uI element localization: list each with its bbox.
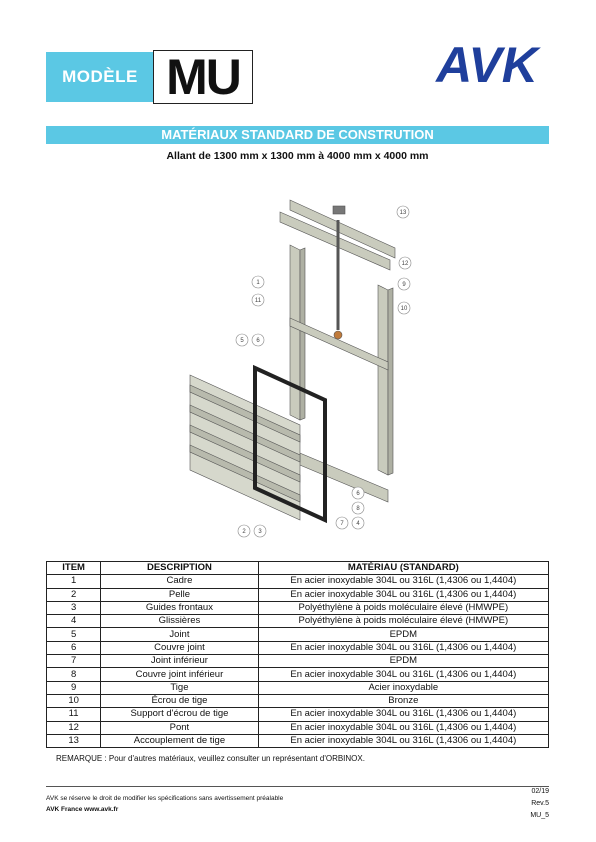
svg-text:9: 9 [402, 282, 406, 288]
header-material: MATÉRIAU (STANDARD) [258, 562, 548, 575]
cell-description: Glissières [101, 615, 258, 628]
cell-item: 6 [47, 641, 101, 654]
callout-7 [336, 517, 348, 529]
cell-description: Cadre [101, 575, 258, 588]
stem-nut [334, 331, 342, 339]
logo-text: AVK [436, 38, 538, 93]
remark-note: REMARQUE : Pour d'autres matériaux, veuillez consulter un représentant d'ORBINOX. [56, 754, 365, 763]
svg-text:2: 2 [242, 529, 246, 535]
table-row [47, 668, 549, 681]
cell-item: 5 [47, 628, 101, 641]
table-row [47, 601, 549, 614]
cell-item: 9 [47, 681, 101, 694]
cell-material: En acier inoxydable 304L ou 316L (1,4306 ou 1,4404) [258, 668, 548, 681]
cell-description: Écrou de tige [101, 694, 258, 707]
table-row [47, 694, 549, 707]
svg-text:3: 3 [258, 529, 262, 535]
table-row [47, 681, 549, 694]
cell-material: Acier inoxydable [258, 681, 548, 694]
table-row [47, 734, 549, 747]
callout-11 [252, 294, 264, 306]
footer-website: AVK France www.avk.fr [46, 806, 119, 813]
table-row [47, 588, 549, 601]
stem-coupling [333, 206, 345, 214]
cell-description: Guides frontaux [101, 601, 258, 614]
cell-description: Pelle [101, 588, 258, 601]
footer-revision: Rev.5 [531, 800, 549, 807]
footer-date: 02/19 [531, 788, 549, 795]
callout-3 [254, 525, 266, 537]
cell-item: 2 [47, 588, 101, 601]
avk-logo [428, 38, 546, 94]
svg-text:7: 7 [340, 521, 344, 527]
cell-description: Joint [101, 628, 258, 641]
cell-material: EPDM [258, 655, 548, 668]
callout-9 [398, 278, 410, 290]
cell-item: 4 [47, 615, 101, 628]
cell-item: 10 [47, 694, 101, 707]
callout-6 [252, 334, 264, 346]
callout-4 [352, 517, 364, 529]
footer-doc-code: MU_5 [530, 812, 549, 819]
table-row [47, 655, 549, 668]
frame-column-right [378, 285, 388, 475]
svg-text:6: 6 [256, 338, 260, 344]
cell-description: Support d'écrou de tige [101, 708, 258, 721]
svg-text:1: 1 [256, 280, 260, 286]
svg-text:11: 11 [254, 298, 262, 304]
cell-material: Polyéthylène à poids moléculaire élevé (HMWPE) [258, 601, 548, 614]
cell-item: 3 [47, 601, 101, 614]
svg-text:10: 10 [400, 306, 408, 312]
svg-text:12: 12 [401, 261, 409, 267]
size-range: Allant de 1300 mm x 1300 mm à 4000 mm x 4000 mm [166, 150, 429, 162]
callout-13 [397, 206, 409, 218]
table-row [47, 708, 549, 721]
cell-item: 12 [47, 721, 101, 734]
header-description: DESCRIPTION [101, 562, 258, 575]
exploded-view-drawing [150, 190, 450, 540]
table-row [47, 628, 549, 641]
cell-description: Pont [101, 721, 258, 734]
table-header-row [47, 562, 549, 575]
cell-material: En acier inoxydable 304L ou 316L (1,4306 ou 1,4404) [258, 708, 548, 721]
cell-material: Bronze [258, 694, 548, 707]
svg-text:6: 6 [356, 491, 360, 497]
table-row [47, 641, 549, 654]
table-row [47, 615, 549, 628]
cell-material: EPDM [258, 628, 548, 641]
callout-6b [352, 487, 364, 499]
cell-description: Accouplement de tige [101, 734, 258, 747]
cell-description: Tige [101, 681, 258, 694]
model-code: MU [166, 49, 240, 105]
cell-material: En acier inoxydable 304L ou 316L (1,4306 ou 1,4404) [258, 721, 548, 734]
cell-description: Couvre joint inférieur [101, 668, 258, 681]
cell-material: En acier inoxydable 304L ou 316L (1,4306 ou 1,4404) [258, 588, 548, 601]
cell-material: En acier inoxydable 304L ou 316L (1,4306 ou 1,4404) [258, 641, 548, 654]
svg-text:5: 5 [240, 338, 244, 344]
callout-8 [352, 502, 364, 514]
table-row [47, 575, 549, 588]
cell-material: En acier inoxydable 304L ou 316L (1,4306 ou 1,4404) [258, 734, 548, 747]
cell-description: Joint inférieur [101, 655, 258, 668]
svg-text:8: 8 [356, 506, 360, 512]
svg-text:4: 4 [356, 521, 360, 527]
callout-10 [398, 302, 410, 314]
frame-column-left [290, 245, 300, 420]
cell-item: 1 [47, 575, 101, 588]
section-title: MATÉRIAUX STANDARD DE CONSTRUTION [161, 127, 434, 142]
callout-1 [252, 276, 264, 288]
callout-2 [238, 525, 250, 537]
footer-divider [46, 786, 549, 787]
cell-item: 7 [47, 655, 101, 668]
model-label: MODÈLE [62, 67, 138, 86]
cell-description: Couvre joint [101, 641, 258, 654]
cell-item: 8 [47, 668, 101, 681]
footer-disclaimer: AVK se réserve le droit de modifier les spécifications sans avertissement préalable [46, 795, 284, 802]
materials-table [46, 561, 549, 748]
table-row [47, 721, 549, 734]
cell-item: 11 [47, 708, 101, 721]
callout-12 [399, 257, 411, 269]
cell-material: Polyéthylène à poids moléculaire élevé (HMWPE) [258, 615, 548, 628]
svg-text:13: 13 [399, 210, 407, 216]
cell-item: 13 [47, 734, 101, 747]
cell-material: En acier inoxydable 304L ou 316L (1,4306 ou 1,4404) [258, 575, 548, 588]
callout-5 [236, 334, 248, 346]
header-item: ITEM [47, 562, 101, 575]
